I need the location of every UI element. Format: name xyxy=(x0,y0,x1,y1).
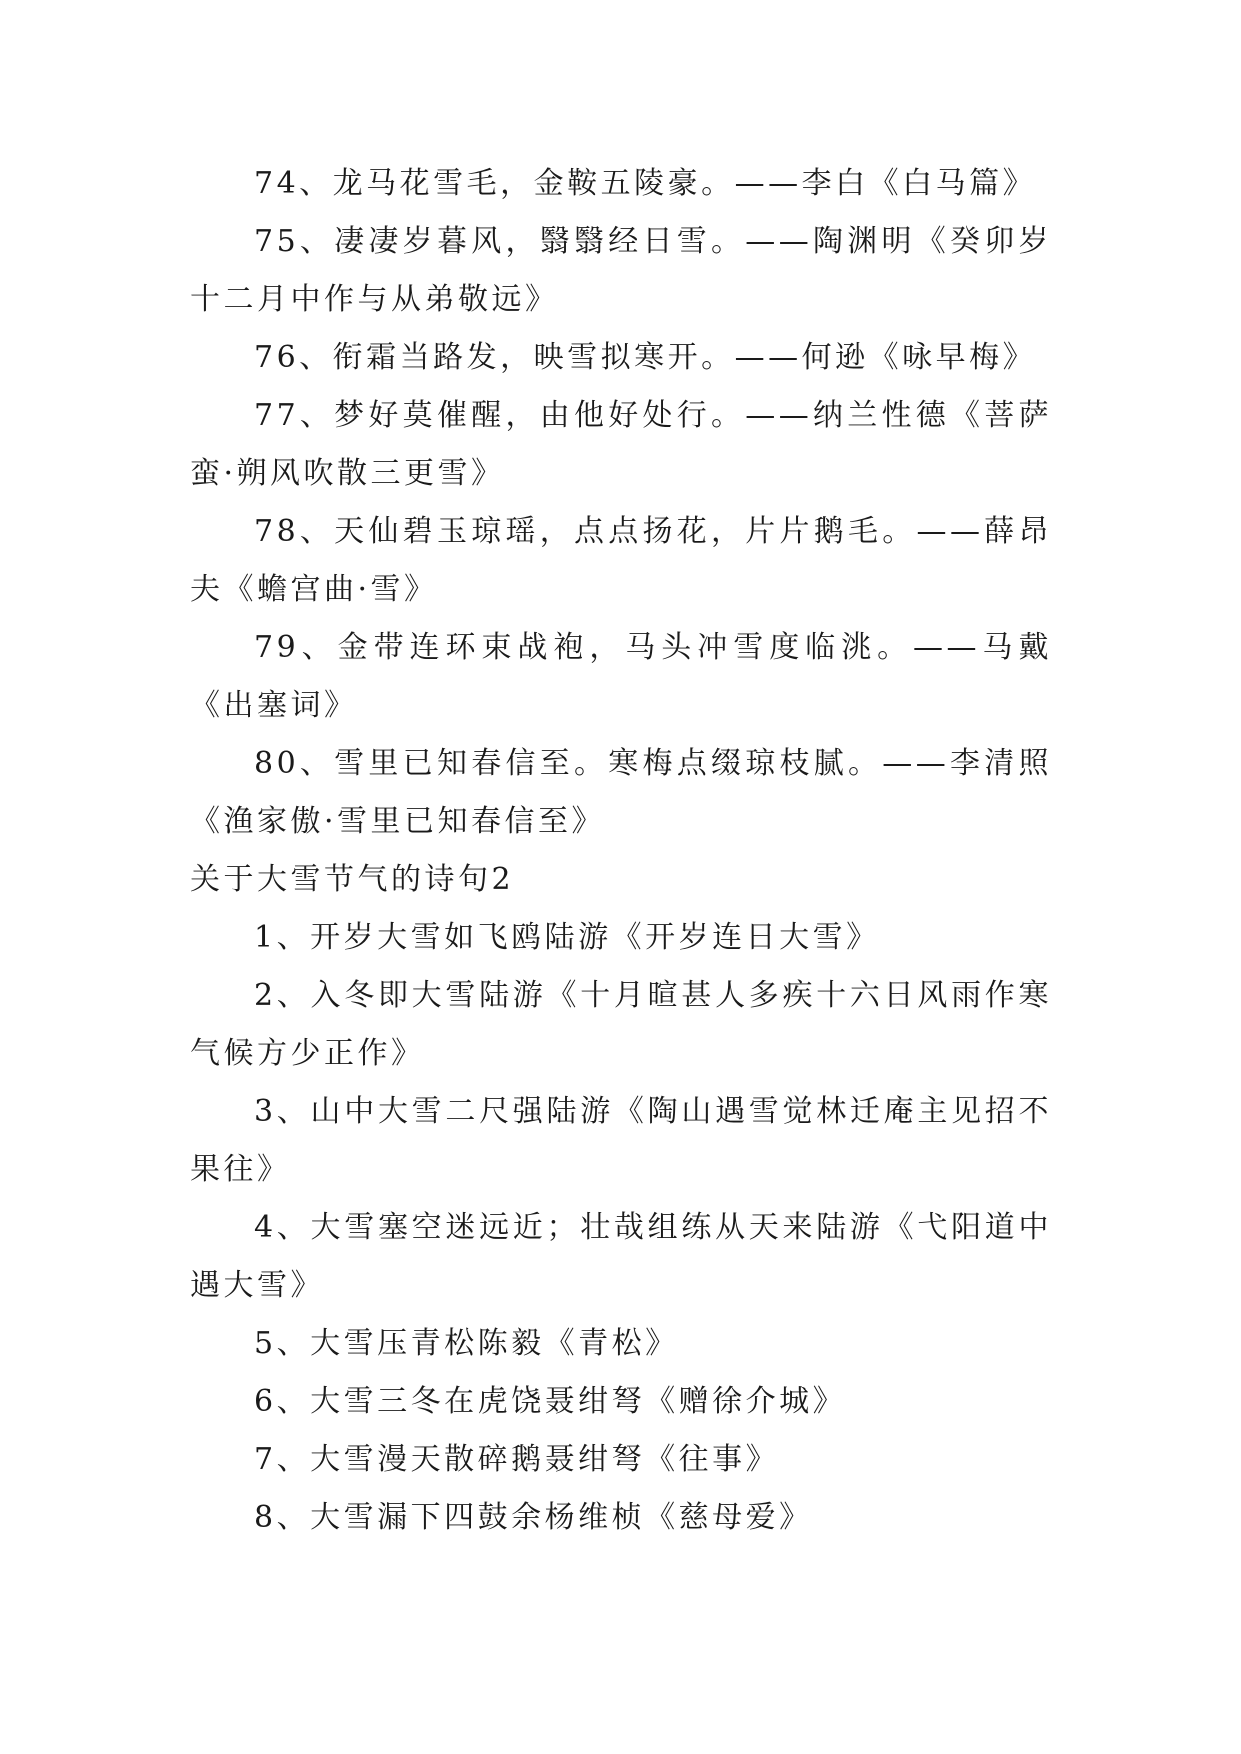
poem-line-1: 1、开岁大雪如飞鸥陆游《开岁连日大雪》 xyxy=(254,920,880,955)
poem-line-80: 80、雪里已知春信至。寒梅点缀琼枝腻。——李清照《渔家傲·雪里已知春信至》 xyxy=(190,746,1052,839)
poem-line-77: 77、梦好莫催醒，由他好处行。——纳兰性德《菩萨蛮·朔风吹散三更雪》 xyxy=(190,398,1052,491)
poem-line-8: 8、大雪漏下四鼓余杨维桢《慈母爱》 xyxy=(254,1500,813,1535)
poem-line-79: 79、金带连环束战袍，马头冲雪度临洮。——马戴《出塞词》 xyxy=(190,630,1052,723)
poem-line-78: 78、天仙碧玉琼瑶，点点扬花，片片鹅毛。——薛昂夫《蟾宫曲·雪》 xyxy=(190,514,1052,607)
section-heading: 关于大雪节气的诗句2 xyxy=(190,862,515,897)
poem-line-6: 6、大雪三冬在虎饶聂绀弩《赠徐介城》 xyxy=(254,1384,847,1419)
poem-line-5: 5、大雪压青松陈毅《青松》 xyxy=(254,1326,679,1361)
poem-line-76: 76、衔霜当路发，映雪拟寒开。——何逊《咏早梅》 xyxy=(254,340,1037,375)
poem-line-2: 2、入冬即大雪陆游《十月暄甚人多疾十六日风雨作寒气候方少正作》 xyxy=(190,978,1052,1071)
poem-line-4: 4、大雪塞空迷远近；壮哉组练从天来陆游《弋阳道中遇大雪》 xyxy=(190,1210,1052,1303)
poem-line-7: 7、大雪漫天散碎鹅聂绀弩《往事》 xyxy=(254,1442,780,1477)
poem-line-75: 75、凄凄岁暮风，翳翳经日雪。——陶渊明《癸卯岁十二月中作与从弟敬远》 xyxy=(190,224,1052,317)
poem-line-3: 3、山中大雪二尺强陆游《陶山遇雪觉林迁庵主见招不果往》 xyxy=(190,1094,1052,1187)
poem-line-74: 74、龙马花雪毛，金鞍五陵豪。——李白《白马篇》 xyxy=(254,166,1037,201)
document-body xyxy=(190,155,1052,1547)
